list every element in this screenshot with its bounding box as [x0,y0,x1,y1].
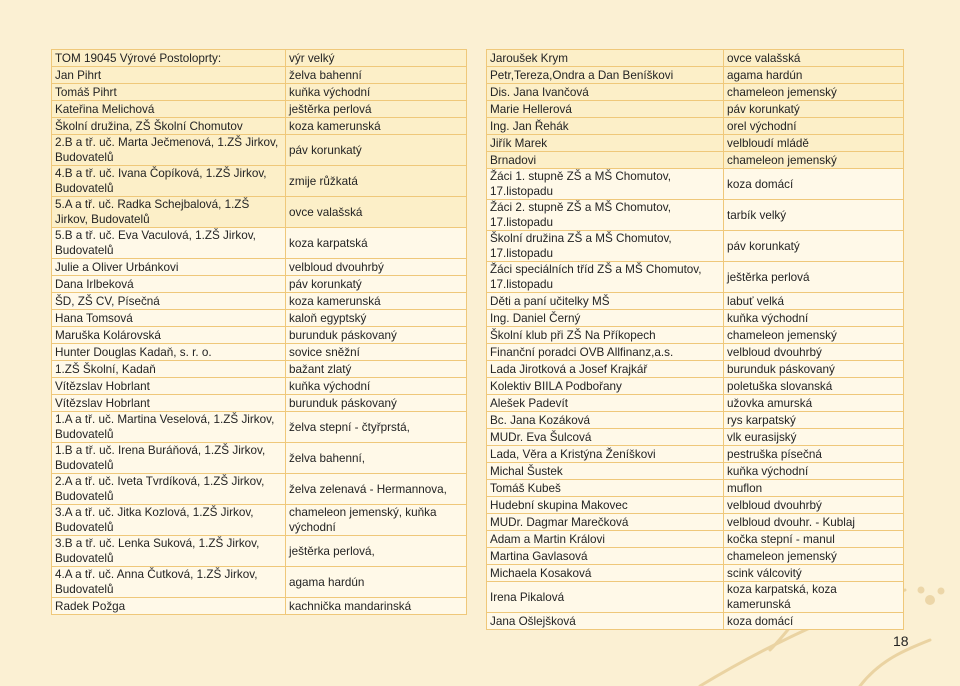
table-row [487,262,904,293]
adopted-animal: želva zelenavá - Hermannova, [286,474,467,505]
adopted-animal: chameleon jemenský [724,548,904,565]
adopted-animal: ještěrka perlová [286,101,467,118]
left-table [51,49,467,615]
right-table-body [487,50,904,630]
sponsor-name: Julie a Oliver Urbánkovi [52,259,286,276]
adopted-animal: orel východní [724,118,904,135]
table-row [52,536,467,567]
adopted-animal: páv korunkatý [286,276,467,293]
table-row [487,565,904,582]
sponsor-name: Radek Požga [52,598,286,615]
sponsor-name: Michaela Kosaková [487,565,724,582]
table-row [52,135,467,166]
sponsor-name: Michal Šustek [487,463,724,480]
table-row [487,582,904,613]
sponsor-name: 3.B a tř. uč. Lenka Suková, 1.ZŠ Jirkov, Budovatelů [52,536,286,567]
sponsor-name: Vítězslav Hobrlant [52,395,286,412]
left-sponsor-table [51,49,467,615]
adopted-animal: páv korunkatý [286,135,467,166]
table-row [487,412,904,429]
sponsor-name: 2.A a tř. uč. Iveta Tvrdíková, 1.ZŠ Jirkov, Budovatelů [52,474,286,505]
table-row [52,118,467,135]
table-row [487,378,904,395]
sponsor-name: Kolektiv BIILA Podbořany [487,378,724,395]
sponsor-name: Irena Pikalová [487,582,724,613]
adopted-animal: kuňka východní [724,310,904,327]
sponsor-name: Hunter Douglas Kadaň, s. r. o. [52,344,286,361]
adopted-animal: ovce valašská [286,197,467,228]
adopted-animal: zmije růžkatá [286,166,467,197]
sponsor-name: Alešek Padevít [487,395,724,412]
adopted-animal: bažant zlatý [286,361,467,378]
sponsor-name: 5.B a tř. uč. Eva Vaculová, 1.ZŠ Jirkov, Budovatelů [52,228,286,259]
table-row [52,361,467,378]
table-row [487,310,904,327]
adopted-animal: labuť velká [724,293,904,310]
table-row [487,231,904,262]
table-row [487,135,904,152]
adopted-animal: rys karpatský [724,412,904,429]
table-row [52,395,467,412]
table-row [52,84,467,101]
adopted-animal: chameleon jemenský [724,152,904,169]
table-row [52,412,467,443]
adopted-animal: koza kamerunská [286,118,467,135]
table-row [487,446,904,463]
adopted-animal: koza kamerunská [286,293,467,310]
adopted-animal: kočka stepní - manul [724,531,904,548]
adopted-animal: želva bahenní, [286,443,467,474]
table-row [52,344,467,361]
sponsor-name: Hudební skupina Makovec [487,497,724,514]
adopted-animal: scink válcovitý [724,565,904,582]
adopted-animal: kuňka východní [286,84,467,101]
sponsor-name: Ing. Daniel Černý [487,310,724,327]
table-row [52,598,467,615]
sponsor-name: Lada Jirotková a Josef Krajkář [487,361,724,378]
sponsor-name: Tomáš Pihrt [52,84,286,101]
table-row [52,228,467,259]
table-row [52,443,467,474]
sponsor-name: Adam a Martin Královi [487,531,724,548]
adopted-animal: velbloud dvouhrbý [286,259,467,276]
sponsor-name: 4.A a tř. uč. Anna Čutková, 1.ZŠ Jirkov, Budovatelů [52,567,286,598]
sponsor-name: 1.A a tř. uč. Martina Veselová, 1.ZŠ Jirkov, Budovatelů [52,412,286,443]
table-row [487,293,904,310]
sponsor-name: 5.A a tř. uč. Radka Schejbalová, 1.ZŠ Jirkov, Budovatelů [52,197,286,228]
sponsor-name: MUDr. Eva Šulcová [487,429,724,446]
sponsor-name: Finanční poradci OVB Allfinanz,a.s. [487,344,724,361]
table-row [52,567,467,598]
adopted-animal: poletuška slovanská [724,378,904,395]
adopted-animal: koza domácí [724,169,904,200]
adopted-animal: tarbík velký [724,200,904,231]
adopted-animal: vlk eurasijský [724,429,904,446]
sponsor-name: ŠD, ZŠ CV, Písečná [52,293,286,310]
sponsor-name: Maruška Kolárovská [52,327,286,344]
adopted-animal: sovice sněžní [286,344,467,361]
adopted-animal: burunduk páskovaný [724,361,904,378]
adopted-animal: kuňka východní [724,463,904,480]
table-row [487,463,904,480]
adopted-animal: velbloud dvouhr. - Kublaj [724,514,904,531]
adopted-animal: chameleon jemenský [724,327,904,344]
adopted-animal: užovka amurská [724,395,904,412]
table-row [487,84,904,101]
sponsor-name: 2.B a tř. uč. Marta Ječmenová, 1.ZŠ Jirkov, Budovatelů [52,135,286,166]
table-row [487,118,904,135]
sponsor-name: Ing. Jan Řehák [487,118,724,135]
sponsor-name: Žáci 1. stupně ZŠ a MŠ Chomutov, 17.listopadu [487,169,724,200]
adopted-animal: kuňka východní [286,378,467,395]
table-row [52,101,467,118]
sponsor-name: Školní družina ZŠ a MŠ Chomutov, 17.listopadu [487,231,724,262]
sponsor-name: Bc. Jana Kozáková [487,412,724,429]
adopted-animal: velbloud dvouhrbý [724,497,904,514]
table-row [487,200,904,231]
adopted-animal: velbloudí mládě [724,135,904,152]
right-sponsor-table [486,49,904,630]
table-row [487,514,904,531]
sponsor-name: 4.B a tř. uč. Ivana Čopíková, 1.ZŠ Jirkov, Budovatelů [52,166,286,197]
adopted-animal: páv korunkatý [724,231,904,262]
adopted-animal: želva bahenní [286,67,467,84]
adopted-animal: agama hardún [286,567,467,598]
sponsor-name: Jaroušek Krym [487,50,724,67]
table-row [487,480,904,497]
table-row [487,613,904,630]
right-table [486,49,904,630]
sponsor-name: Lada, Věra a Kristýna Ženíškovi [487,446,724,463]
adopted-animal: agama hardún [724,67,904,84]
sponsor-name: Marie Hellerová [487,101,724,118]
adopted-animal: chameleon jemenský [724,84,904,101]
table-row [487,395,904,412]
adopted-animal: páv korunkatý [724,101,904,118]
table-row [487,67,904,84]
adopted-animal: pestruška písečná [724,446,904,463]
sponsor-name: TOM 19045 Výrové Postoloprty: [52,50,286,67]
sponsor-name: Děti a paní učitelky MŠ [487,293,724,310]
left-table-body [52,50,467,615]
table-row [52,505,467,536]
table-row [52,259,467,276]
sponsor-name: Dana Irlbeková [52,276,286,293]
sponsor-name: Školní klub při ZŠ Na Příkopech [487,327,724,344]
adopted-animal: výr velký [286,50,467,67]
adopted-animal: koza domácí [724,613,904,630]
adopted-animal: ještěrka perlová, [286,536,467,567]
sponsor-name: Hana Tomsová [52,310,286,327]
sponsor-name: MUDr. Dagmar Marečková [487,514,724,531]
sponsor-name: Školní družina, ZŠ Školní Chomutov [52,118,286,135]
adopted-animal: koza karpatská, koza kamerunská [724,582,904,613]
table-row [487,344,904,361]
sponsor-name: Vítězslav Hobrlant [52,378,286,395]
sponsor-name: Žáci speciálních tříd ZŠ a MŠ Chomutov, 17.listopadu [487,262,724,293]
table-row [52,293,467,310]
adopted-animal: chameleon jemenský, kuňka východní [286,505,467,536]
sponsor-name: Dis. Jana Ivančová [487,84,724,101]
table-row [487,101,904,118]
table-row [487,152,904,169]
table-row [52,166,467,197]
table-row [52,197,467,228]
sponsor-name: 1.B a tř. uč. Irena Buráňová, 1.ZŠ Jirkov, Budovatelů [52,443,286,474]
adopted-animal: burunduk páskovaný [286,327,467,344]
adopted-animal: muflon [724,480,904,497]
table-row [52,50,467,67]
table-row [487,327,904,344]
sponsor-name: 3.A a tř. uč. Jitka Kozlová, 1.ZŠ Jirkov, Budovatelů [52,505,286,536]
adopted-animal: kachnička mandarinská [286,598,467,615]
table-row [487,497,904,514]
adopted-animal: ještěrka perlová [724,262,904,293]
sponsor-name: Žáci 2. stupně ZŠ a MŠ Chomutov, 17.listopadu [487,200,724,231]
sponsor-name: 1.ZŠ Školní, Kadaň [52,361,286,378]
adopted-animal: velbloud dvouhrbý [724,344,904,361]
sponsor-name: Jiřík Marek [487,135,724,152]
adopted-animal: koza karpatská [286,228,467,259]
table-row [52,310,467,327]
sponsor-name: Martina Gavlasová [487,548,724,565]
sponsor-name: Kateřina Melichová [52,101,286,118]
table-row [487,548,904,565]
table-row [52,378,467,395]
table-row [487,531,904,548]
sponsor-name: Jan Pihrt [52,67,286,84]
page-number: 18 [893,633,909,649]
table-row [487,50,904,67]
table-row [52,474,467,505]
table-row [52,327,467,344]
adopted-animal: burunduk páskovaný [286,395,467,412]
table-row [487,361,904,378]
table-row [52,276,467,293]
sponsor-name: Jana Ošlejšková [487,613,724,630]
adopted-animal: ovce valašská [724,50,904,67]
sponsor-name: Tomáš Kubeš [487,480,724,497]
sponsor-name: Brnadovi [487,152,724,169]
table-row [52,67,467,84]
adopted-animal: kaloň egyptský [286,310,467,327]
table-row [487,169,904,200]
adopted-animal: želva stepní - čtyřprstá, [286,412,467,443]
sponsor-name: Petr,Tereza,Ondra a Dan Beníškovi [487,67,724,84]
table-row [487,429,904,446]
